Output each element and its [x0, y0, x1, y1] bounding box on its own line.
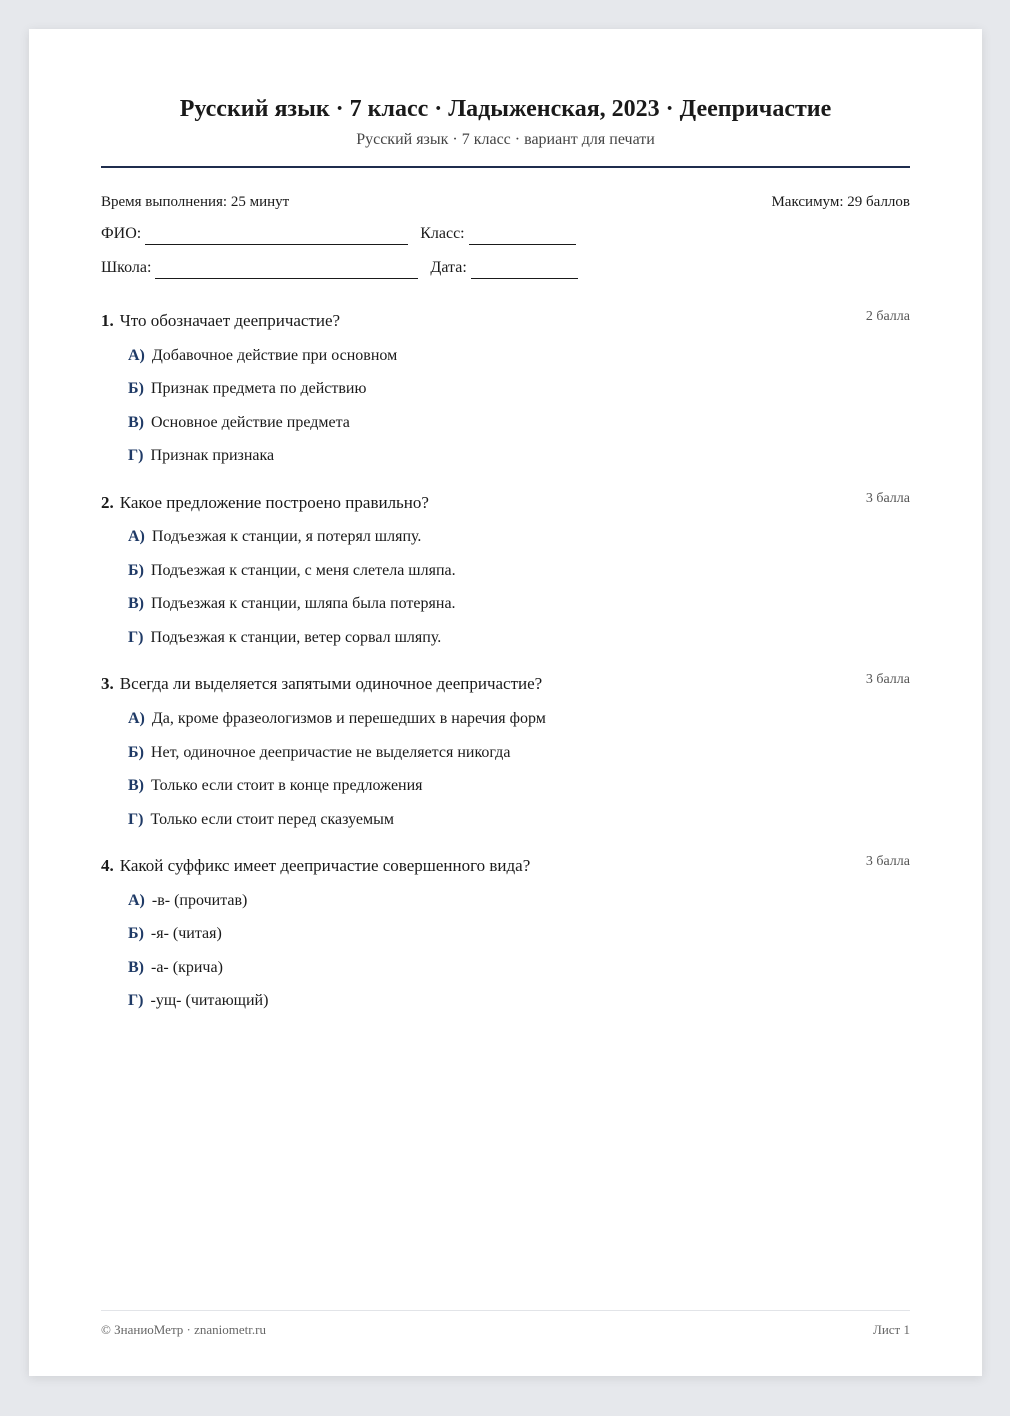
option-text: Только если стоит перед сказуемым — [150, 811, 395, 828]
fio-label: ФИО: — [101, 225, 142, 242]
option-text: Признак признака — [150, 447, 275, 464]
question-points: 3 балла — [865, 491, 910, 506]
question-header — [101, 672, 910, 696]
fio-field[interactable] — [145, 227, 408, 245]
option-letter: Г) — [128, 992, 144, 1009]
class-label: Класс: — [420, 225, 465, 242]
option-text: -я- (читая) — [150, 925, 222, 942]
question-header — [101, 854, 910, 878]
answer-option-a[interactable] — [128, 708, 546, 730]
answer-option-b[interactable] — [128, 742, 510, 764]
option-letter: В) — [128, 959, 144, 976]
date-label: Дата: — [430, 259, 467, 276]
question-3 — [101, 672, 910, 828]
option-text: -а- (крича) — [151, 959, 223, 976]
answer-option-a[interactable] — [128, 526, 421, 548]
option-text: Подъезжая к станции, я потерял шляпу. — [151, 528, 422, 545]
school-field[interactable] — [155, 261, 418, 279]
option-letter: В) — [128, 777, 144, 794]
footer-copyright: © ЗнаниоМетр · znaniometr.ru — [101, 1322, 266, 1337]
option-text: Подъезжая к станции, ветер сорвал шляпу. — [150, 629, 442, 646]
page-content — [101, 29, 910, 1376]
page-subtitle: Русский язык · 7 класс · вариант для печати — [356, 131, 655, 148]
max-score: Максимум: 29 баллов — [771, 194, 910, 210]
answer-option-c[interactable] — [128, 412, 350, 434]
option-text: Подъезжая к станции, с меня слетела шляпа. — [150, 562, 456, 579]
question-points: 3 балла — [865, 854, 910, 869]
question-text: Всегда ли выделяется запятыми одиночное деепричастие? — [119, 674, 543, 693]
question-points: 2 балла — [865, 309, 910, 324]
option-letter: А) — [128, 892, 145, 909]
answer-option-d[interactable] — [128, 809, 394, 831]
option-text: Добавочное действие при основном — [151, 347, 398, 364]
question-1 — [101, 309, 910, 464]
fio-class-row — [101, 223, 588, 245]
question-2 — [101, 491, 910, 646]
question-4 — [101, 854, 910, 1009]
option-letter: Г) — [128, 447, 144, 464]
answer-option-d[interactable] — [128, 445, 274, 467]
class-field[interactable] — [469, 227, 576, 245]
question-text: Что обозначает деепричастие? — [119, 311, 341, 330]
question-number: 2. — [101, 493, 114, 512]
school-date-row — [101, 257, 590, 279]
option-text: Да, кроме фразеологизмов и перешедших в наречия форм — [151, 710, 546, 727]
answer-option-d[interactable] — [128, 627, 441, 649]
school-label: Школа: — [101, 259, 152, 276]
answer-option-b[interactable] — [128, 560, 456, 582]
option-letter: А) — [128, 528, 145, 545]
option-letter: Г) — [128, 811, 144, 828]
option-letter: В) — [128, 595, 144, 612]
option-letter: Б) — [128, 925, 144, 942]
question-number: 3. — [101, 674, 114, 693]
question-header — [101, 491, 910, 515]
option-letter: А) — [128, 347, 145, 364]
question-number: 1. — [101, 311, 114, 330]
option-letter: А) — [128, 710, 145, 727]
footer-page-number: Лист 1 — [873, 1322, 910, 1337]
option-text: Основное действие предмета — [151, 414, 350, 431]
title-divider — [101, 166, 910, 168]
option-text: -в- (прочитав) — [151, 892, 248, 909]
answer-option-c[interactable] — [128, 593, 456, 615]
option-letter: В) — [128, 414, 144, 431]
option-text: Только если стоит в конце предложения — [151, 777, 423, 794]
answer-option-b[interactable] — [128, 378, 366, 400]
question-text: Какое предложение построено правильно? — [119, 493, 429, 512]
answer-option-c[interactable] — [128, 957, 223, 979]
answer-option-a[interactable] — [128, 345, 397, 367]
question-number: 4. — [101, 856, 114, 875]
option-letter: Б) — [128, 380, 144, 397]
date-field[interactable] — [471, 261, 578, 279]
answer-option-b[interactable] — [128, 923, 222, 945]
answer-option-d[interactable] — [128, 990, 268, 1012]
question-text: Какой суффикс имеет деепричастие совершенного вида? — [119, 856, 531, 875]
footer-divider — [101, 1310, 910, 1311]
question-points: 3 балла — [865, 672, 910, 687]
option-letter: Б) — [128, 562, 144, 579]
option-text: -ущ- (читающий) — [150, 992, 269, 1009]
time-limit: Время выполнения: 25 минут — [101, 194, 290, 210]
option-letter: Б) — [128, 744, 144, 761]
worksheet-page — [29, 29, 982, 1376]
answer-option-a[interactable] — [128, 890, 247, 912]
option-text: Признак предмета по действию — [150, 380, 367, 397]
answer-option-c[interactable] — [128, 775, 423, 797]
option-text: Подъезжая к станции, шляпа была потеряна. — [151, 595, 456, 612]
option-text: Нет, одиночное деепричастие не выделяется никогда — [150, 744, 511, 761]
question-header — [101, 309, 910, 333]
page-title: Русский язык · 7 класс · Ладыженская, 2023 · Деепричастие — [179, 96, 832, 122]
option-letter: Г) — [128, 629, 144, 646]
